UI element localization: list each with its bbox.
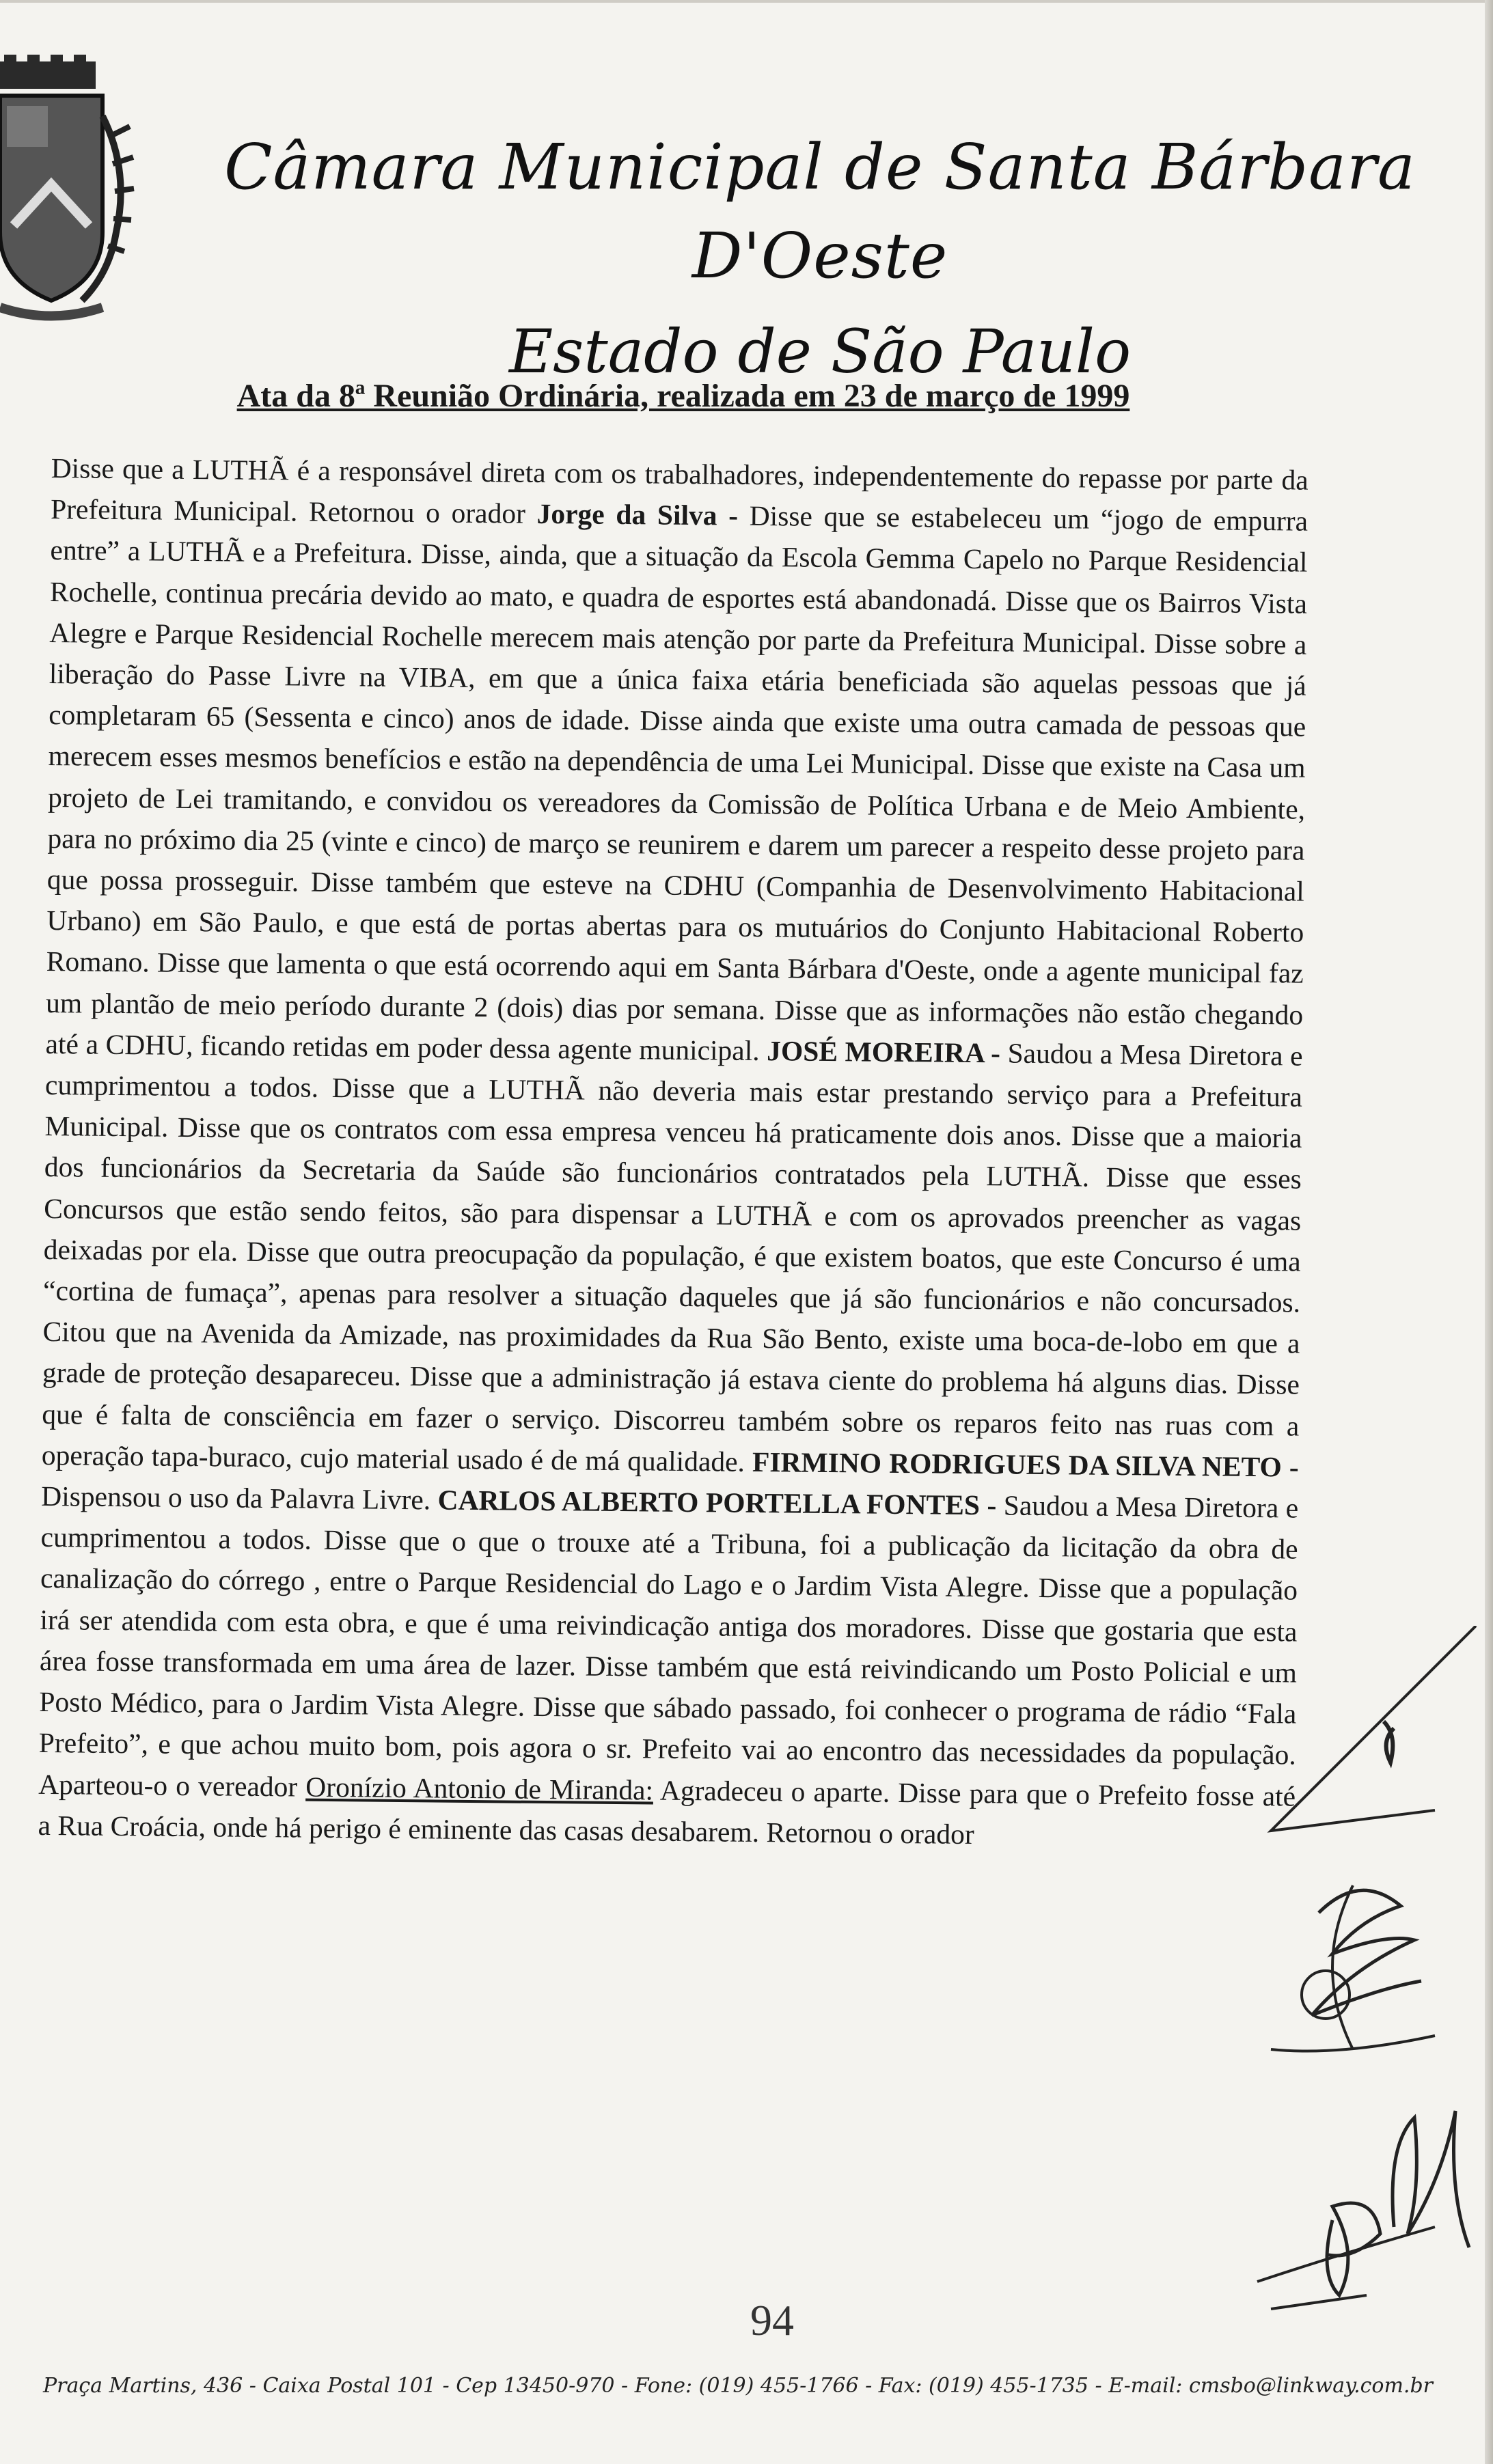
signatures-icon xyxy=(1216,1626,1490,2377)
speaker-name: Jorge da Silva - xyxy=(536,498,739,531)
page-number: 94 xyxy=(750,2296,794,2344)
text-segment: Disse que se estabeleceu um “jogo de empurra entre” a LUTHÃ e a Prefeitura. Disse, ainda, que a situação da Escola Gemma Capelo no Parque Residencial Rochelle, continua precária devido ao mato, e quadra de esportes está abandonadá. Disse que os Bairros Vista Alegre e Parque Residencial Rochelle merecem mais atenção por parte da Prefeitura Municipal. Disse sobre a liberação do Passe Livre na VIBA, em que a única faixa etária beneficiada são aquelas pessoas que já completaram 65 (Sessenta e cinco) anos de idade. Disse ainda que existe uma outra camada de pessoas que merecem esses mesmos benefícios e estão na dependência de uma Lei Municipal. Disse que existe na Casa um projeto de Lei tramitando, e convidou os vereadores da Comissão de Política Urbana e de Meio Ambiente, para no próximo dia 25 (vinte e cinco) de março se reunirem e darem um parecer a respeito desse projeto para que possa prosseguir. Disse também que esteve na CDHU (Companhia de Desenvolvimento Habitacional Urbano) em São Paulo, e que está de portas abertas para os mutuários do Conjunto Habitacional Roberto Romano. Disse que lamenta o que está ocorrendo aqui em Santa Bárbara d'Oeste, onde a agente municipal faz um plantão de meio período durante 2 (dois) dias por semana. Disse que as informações não estão chegando até a CDHU, ficando retidas em poder dessa agente municipal. xyxy=(45,499,1309,1066)
speaker-name: FIRMINO RODRIGUES DA SILVA NETO - xyxy=(752,1445,1299,1483)
text-segment: Disse que a LUTHÃ é a responsável direta com os trabalhadores, independentemente do repasse por parte da Prefeitura Municipal. Retornou o orador xyxy=(50,452,1309,530)
footer-address: Praça Martins, 436 - Caixa Postal 101 - Cep 13450-970 - Fone: (019) 455-1766 - Fax: (019) 455-1735 - E-mail: cmsbo@linkway.com.br xyxy=(42,2374,1434,2398)
institution-name: Câmara Municipal de Santa Bárbara D'Oeste xyxy=(224,130,1416,292)
text-segment: Agradeceu o aparte. Disse para que o Prefeito fosse até a Rua Croácia, onde há perigo é eminente das casas desabarem. Retornou o orador xyxy=(38,1774,1296,1850)
speaker-name: JOSÉ MOREIRA - xyxy=(767,1034,1001,1069)
coat-of-arms-icon xyxy=(0,55,137,328)
letterhead xyxy=(184,123,1455,396)
text-segment: Saudou a Mesa Diretora e cumprimentou a todos. Disse que o que o trouxe até a Tribuna, foi a publicação da licitação da obra de canalização do córrego , entre o Parque Residencial do Lago e o Jardim Vista Alegre. Disse que a população irá ser atendida com esta obra, e que é uma reivindicação antiga dos moradores. Disse que gostaria que esta área fosse transformada em uma área de lazer. Disse também que está reivindicando um Posto Policial e um Posto Médico, para o Jardim Vista Alegre. Disse que sábado passado, foi conhecer o programa de rádio “Fala Prefeito”, e que achou muito bom, pois agora o sr. Prefeito vai ao encontro das necessidades da população. Aparteou-o o vereador xyxy=(38,1489,1299,1803)
minutes-body xyxy=(38,447,1309,1857)
text-segment: Saudou a Mesa Diretora e cumprimentou a todos. Disse que a LUTHÃ não deveria mais estar prestando serviço para a Prefeitura Municipal. Disse que os contratos com essa empresa venceu há praticamente dois anos. Disse que a maioria dos funcionários da Secretaria da Saúde são funcionários contratados pela LUTHÃ. Disse que esses Concursos que estão sendo feitos, são para dispensar a LUTHÃ e com os aprovados preencher as vagas deixadas por ela. Disse que outra preocupação da população, é que existem boatos, que este Concurso é uma “cortina de fumaça”, apenas para resolver a situação daqueles que já são funcionários e não concursados. Citou que na Avenida da Amizade, nas proximidades da Rua São Bento, existe uma boca-de-lobo em que a grade de proteção desapareceu. Disse que a administração já estava ciente do problema há alguns dias. Disse que é falta de consciência em fazer o serviço. Discorreu também sobre os reparos feito nas ruas com a operação tapa-buraco, cujo material usado é de má qualidade. xyxy=(41,1037,1303,1478)
text-segment: Dispensou o uso da Palavra Livre. xyxy=(41,1480,438,1516)
state-name: Estado de São Paulo xyxy=(508,316,1132,387)
speaker-name: CARLOS ALBERTO PORTELLA FONTES - xyxy=(437,1484,997,1521)
top-edge xyxy=(0,0,1493,3)
minutes-paragraph xyxy=(38,447,1309,1857)
aparte-name: Oronízio Antonio de Miranda: xyxy=(305,1771,654,1806)
minutes-title: Ata da 8ª Reunião Ordinária, realizada em 23 de março de 1999 xyxy=(236,378,1130,414)
